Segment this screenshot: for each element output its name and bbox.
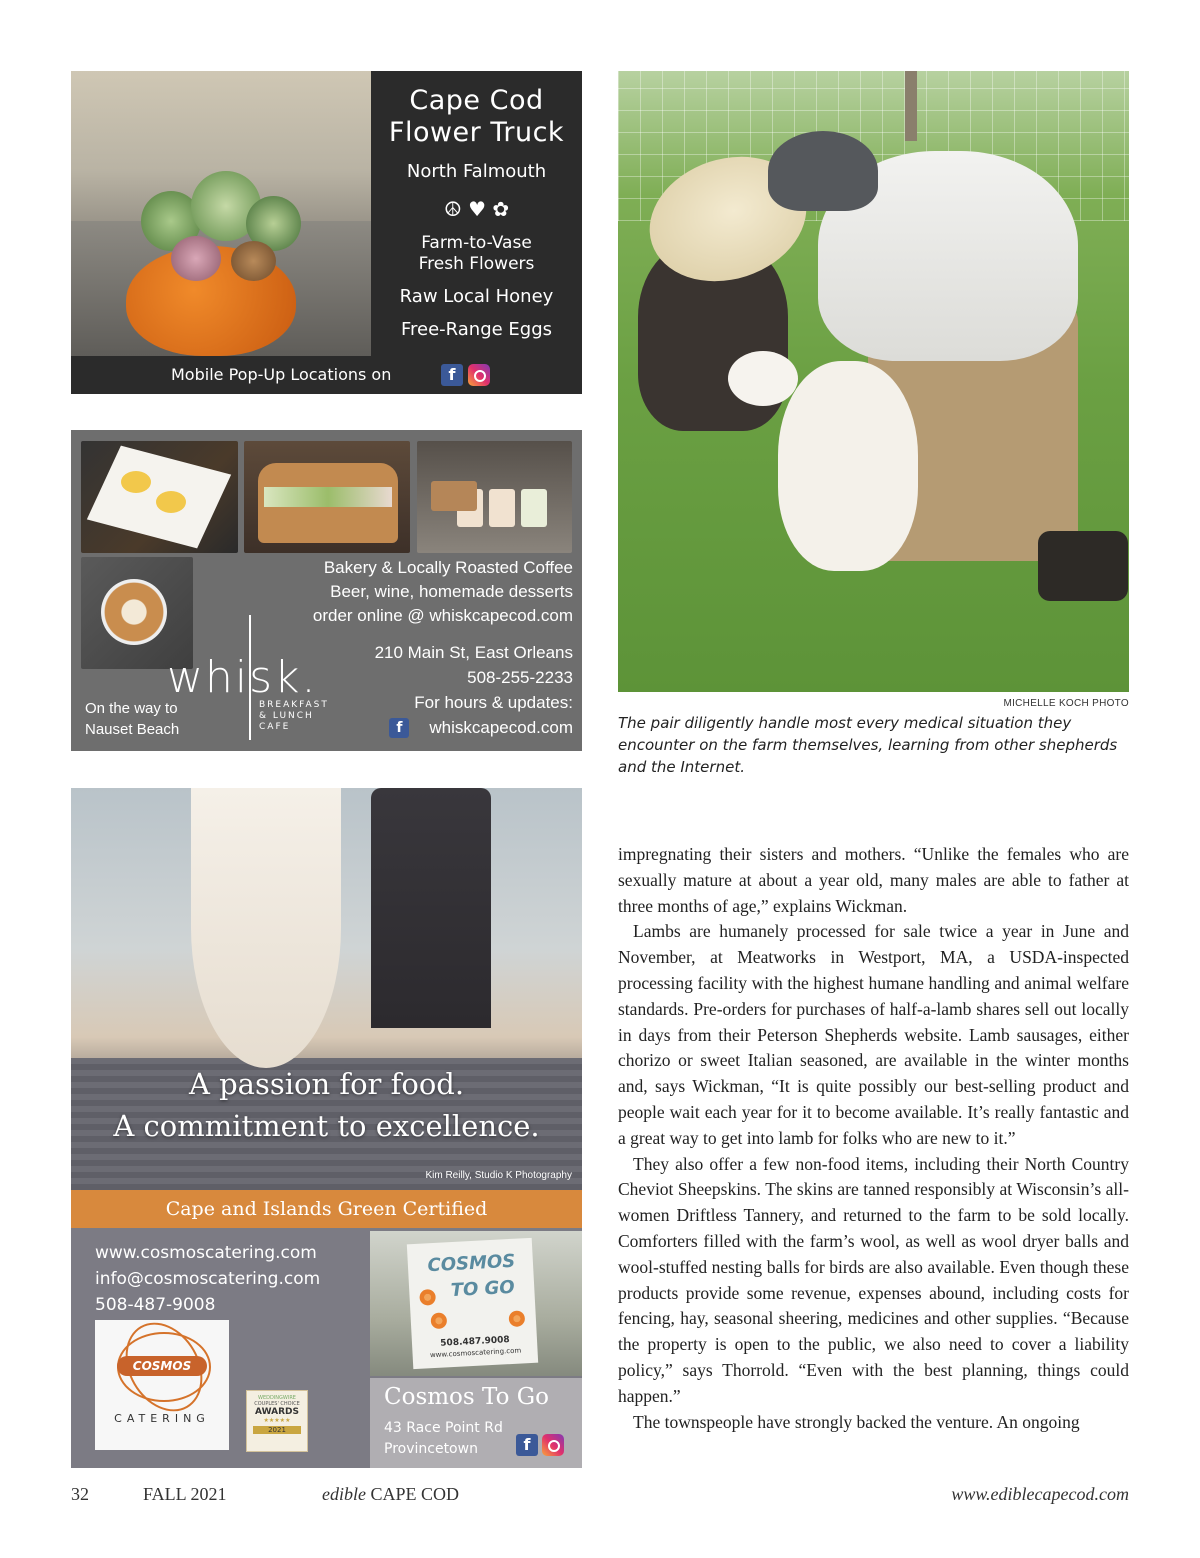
sandwich-photo: [244, 441, 410, 553]
flower-truck-title-1: Cape Cod: [409, 85, 544, 116]
shepherds-lamb-photo: [618, 71, 1129, 692]
whisk-address: 210 Main St, East Orleans: [374, 643, 573, 662]
green-certified-band: Cape and Islands Green Certified: [71, 1190, 582, 1228]
cosmos-to-go-sign-photo: COSMOS TO GO 508.487.9008 www.cosmoscatering.com: [370, 1231, 582, 1376]
whisk-hours: For hours & updates:: [414, 693, 573, 712]
magazine-url[interactable]: www.ediblecapecod.com: [951, 1484, 1129, 1504]
whisk-line-1: Bakery & Locally Roasted Coffee: [323, 558, 573, 577]
instagram-icon[interactable]: [542, 1434, 564, 1456]
fresh-flowers-text: Fresh Flowers: [418, 254, 535, 274]
article-paragraph: impregnating their sisters and mothers. “Unlike the females who are sexually mature at about a year old, many males are able to father at three months of age,” explains Wickman.: [618, 844, 1129, 916]
peace-heart-daisy-icon: ☮ ♥ ✿: [443, 197, 510, 221]
cosmos-to-go-address: 43 Race Point Rd Provincetown: [384, 1420, 503, 1457]
pumpkin-succulent-photo: [71, 71, 371, 356]
drinks-photo: [417, 441, 572, 553]
cosmos-logo: COSMOS CATERING: [95, 1320, 229, 1450]
eggs-text: Free-Range Eggs: [400, 319, 553, 340]
cosmos-headline: A passion for food. A commitment to excellence.: [113, 1067, 540, 1143]
eggs-benedict-photo: [81, 441, 238, 553]
cosmos-contact: [95, 1240, 320, 1318]
whisk-site[interactable]: whiskcapecod.com: [429, 718, 573, 737]
facebook-icon[interactable]: f: [516, 1434, 538, 1456]
cosmos-phone: 508-487-9008: [95, 1295, 216, 1315]
article-paragraph: They also offer a few non-food items, including their North Country Cheviot Sheepskins. The skins are tanned responsibly at Wisconsin’s all-women Driftless Tannery, and returned to the farm to be sold locally. Comforters filled with the farm’s wool, as well as wool dryer balls and wool-stuffed nesting balls for birds are also available. Even though these products provide some revenue, expenses abound, including costs for fencing, hay, seasonal sheering, medicines and other supplies. “Because the property is open to the public, we also need to cover a liability policy,” says Thorrold. “Even with the best planning, things could happen.”: [618, 1153, 1129, 1406]
cosmos-photo-credit: Kim Reilly, Studio K Photography: [425, 1170, 572, 1181]
magazine-name: edible CAPE COD: [322, 1484, 459, 1504]
flower-truck-location: North Falmouth: [406, 161, 547, 182]
cosmos-to-go-name: Cosmos To Go: [384, 1384, 549, 1410]
whisk-line-2: Beer, wine, homemade desserts: [330, 582, 573, 601]
photo-caption: The pair diligently handle most every medical situation they encounter on the farm themselves, learning from other shepherds and the Internet.: [618, 714, 1118, 776]
cosmos-to-go-panel: [370, 1378, 582, 1468]
couples-choice-award-badge: WEDDINGWIRE COUPLES' CHOICE AWARDS ★★★★★ 2021: [246, 1390, 308, 1452]
farm-to-vase-text: Farm-to-Vase: [421, 233, 532, 253]
article-paragraph: Lambs are humanely processed for sale twice a year in June and November, at Meatworks in Westport, MA, a USDA-inspected processing facility with the highest humane handling and animal welfare standards. Pre-orders for purchases of half-a-lamb shares sell out locally in days from their Peterson Shepherds website. Lamb sausages, either chorizo or sweet Italian seasoned, are available in the winter months and, says Wickman, “It is quite possibly our best-selling product and people wait each year for it to become available. It’s really fantastic and a great way to get into lamb for folks who are new to it.”: [618, 921, 1129, 1148]
whisk-cafe-ad: [71, 430, 582, 751]
whisk-logo-subtitle: BREAKFAST & LUNCH CAFE: [259, 700, 329, 732]
facebook-icon[interactable]: f: [441, 364, 463, 386]
issue-season: FALL 2021: [143, 1484, 227, 1504]
whisk-tagline: On the way to Nauset Beach: [85, 700, 180, 738]
popup-locations-text: Mobile Pop-Up Locations on: [171, 365, 392, 384]
article-body: [618, 842, 1129, 1435]
whisk-line-3: order online @ whiskcapecod.com: [312, 606, 573, 625]
honey-text: Raw Local Honey: [399, 286, 554, 307]
flower-truck-ad: [71, 71, 582, 394]
flower-truck-title-2: Flower Truck: [388, 117, 565, 148]
cosmos-catering-ad: [71, 788, 582, 1468]
instagram-icon[interactable]: [468, 364, 490, 386]
whisk-logo: whisk.: [167, 652, 318, 703]
article-paragraph: The townspeople have strongly backed the venture. An ongoing: [633, 1411, 1080, 1432]
facebook-icon[interactable]: f: [389, 718, 409, 738]
photo-credit: MICHELLE KOCH PHOTO: [1003, 698, 1129, 709]
cosmos-website[interactable]: www.cosmoscatering.com: [95, 1243, 317, 1263]
whisk-phone: 508-255-2233: [467, 668, 573, 687]
page-number: 32: [71, 1484, 89, 1504]
cosmos-email[interactable]: info@cosmoscatering.com: [95, 1269, 321, 1289]
